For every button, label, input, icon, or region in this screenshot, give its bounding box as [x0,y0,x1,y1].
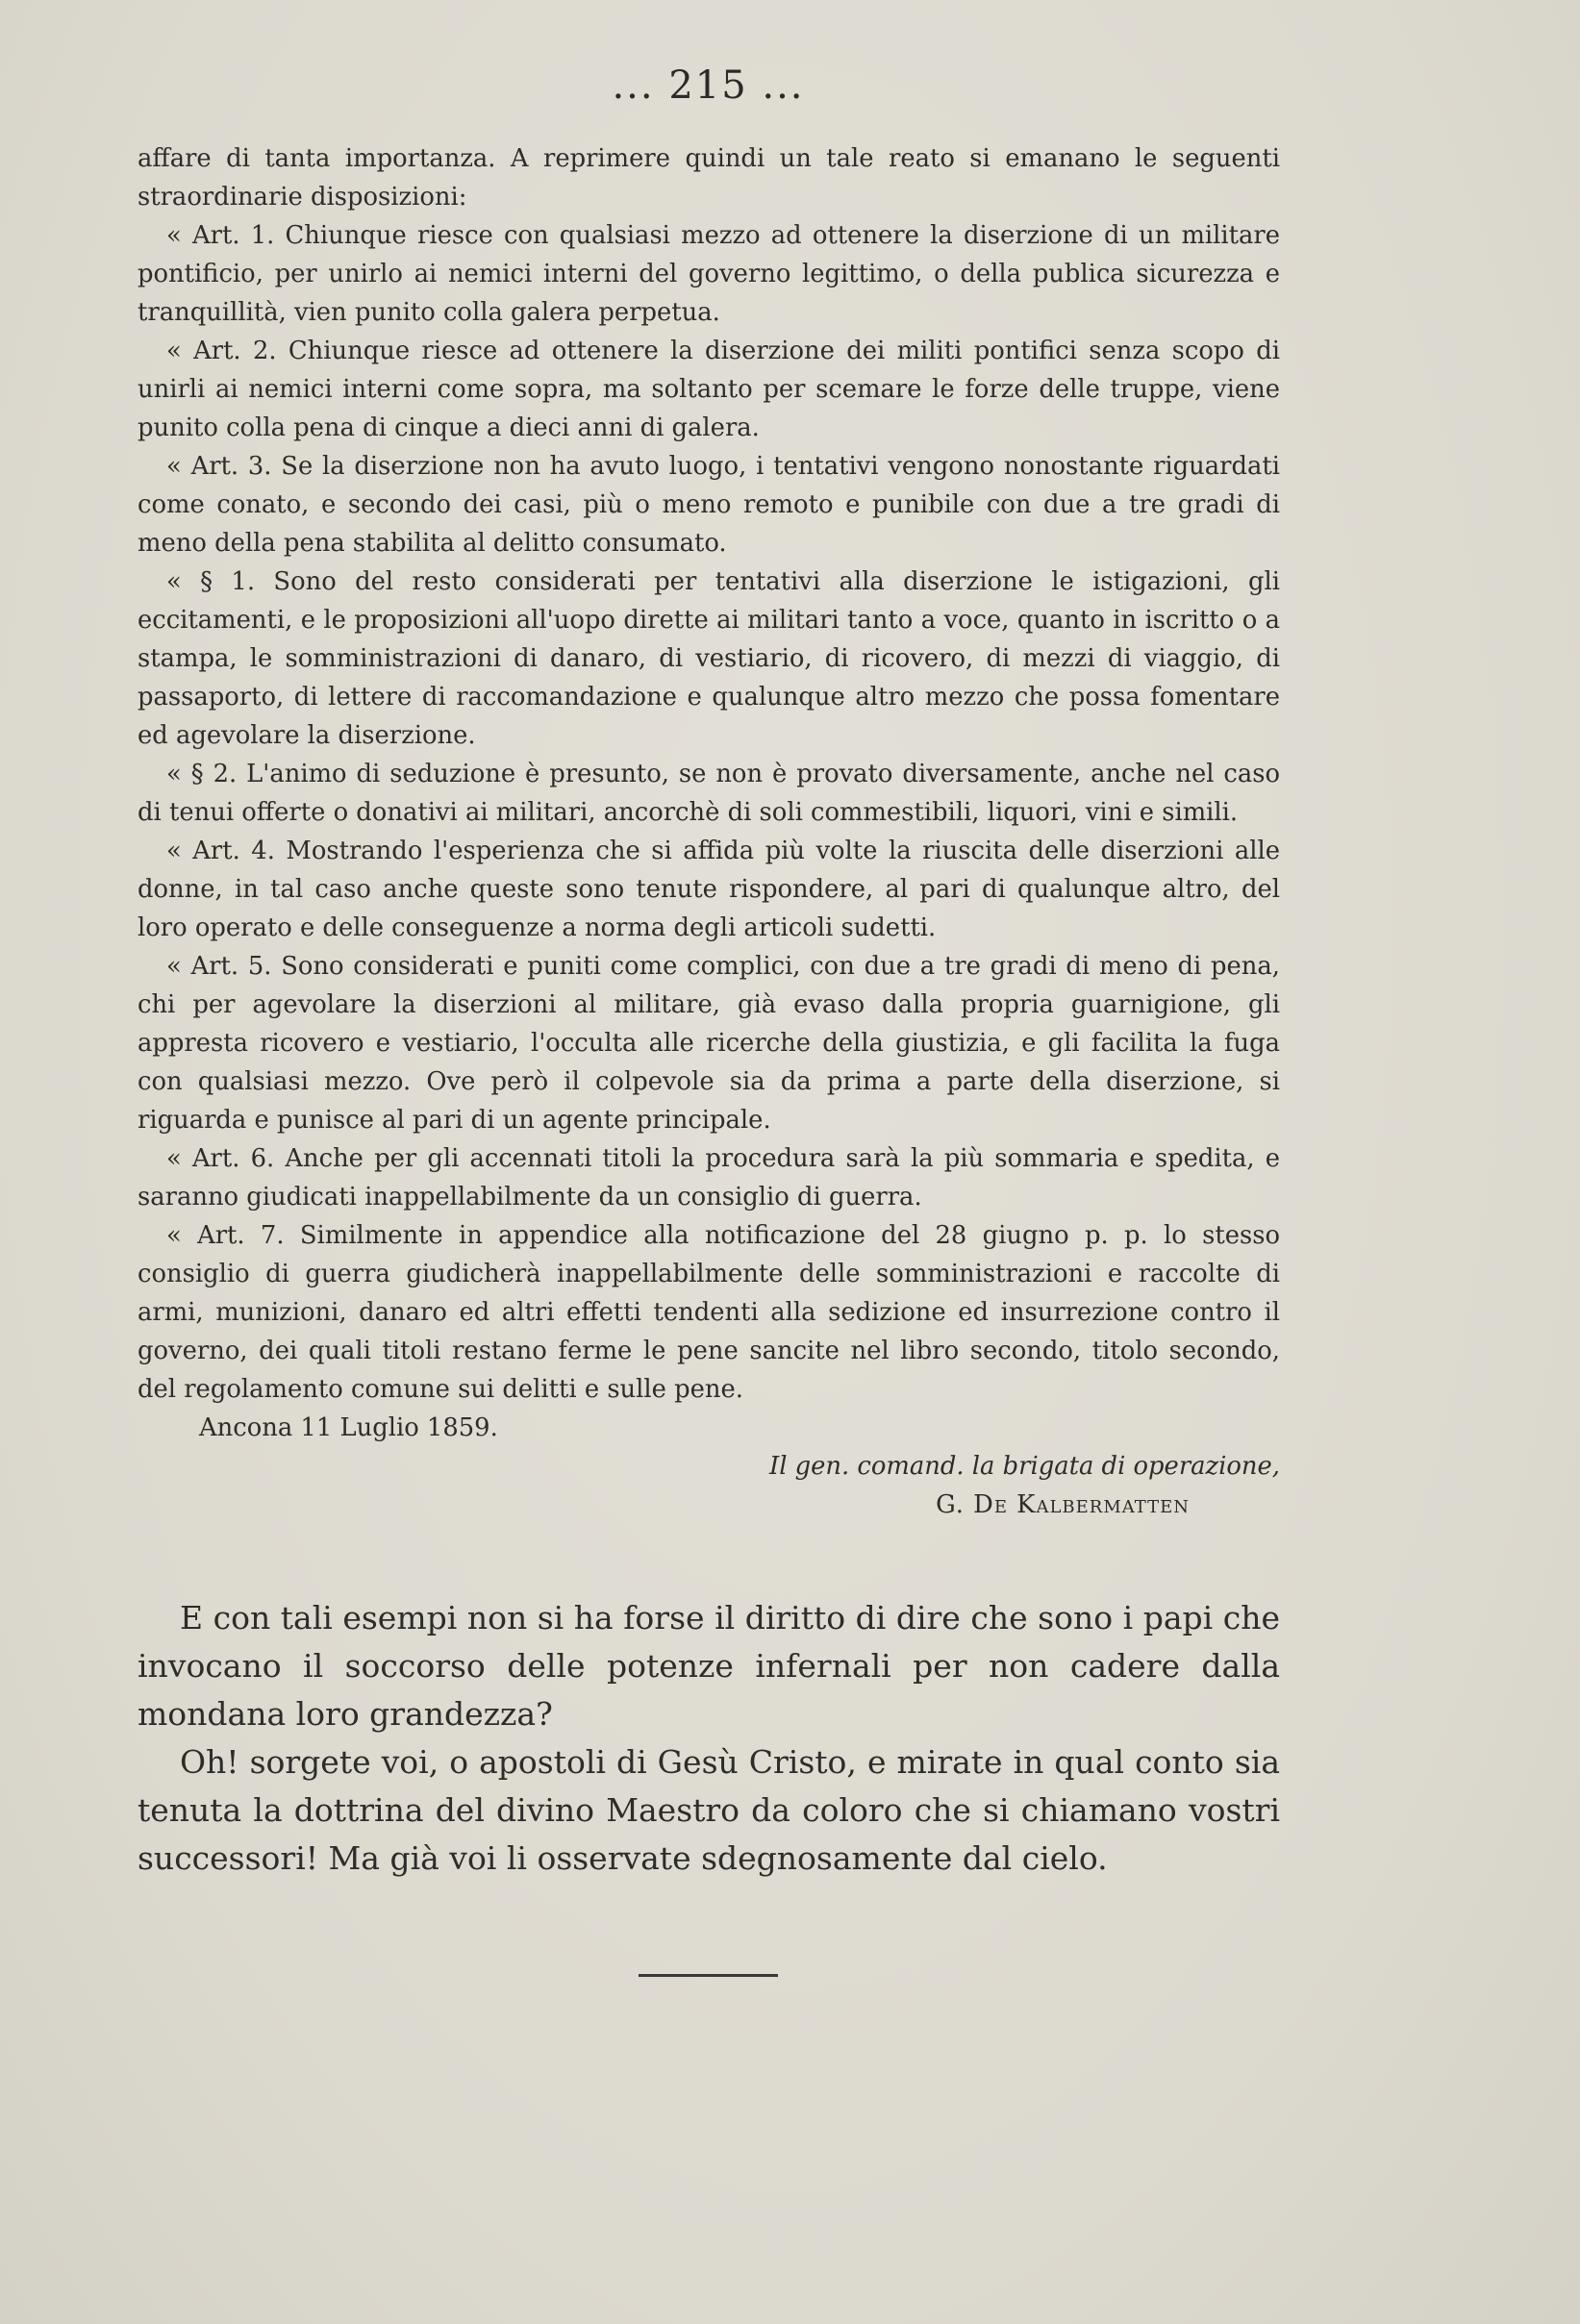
closing-paragraph: E con tali esempi non si ha forse il diritto di dire che sono i papi che invocano il soccorso delle potenze infernali per non cadere dalla mondana loro grandezza? [138,1599,1280,1733]
decree-article-5: « Art. 5. Sono considerati e puniti come complici, con due a tre gradi di meno di pena, chi per agevolare la diserzioni al militare, già evaso dalla propria guarnigione, gli appresta ricovero e vestiario, l'occulta alle ricerche della giustizia, e gli facilita la fuga con qualsiasi mezzo. Ove però il colpevole sia da prima a parte della diserzione, si riguarda e punisce al pari di un agente principale. [138,952,1280,1135]
decree-section-2: « § 2. L'animo di seduzione è presunto, se non è provato diversamente, anche nel caso di tenui offerte o donativi ai militari, ancorchè di soli commestibili, liquori, vini e simili. [138,760,1280,827]
decree-article-3: « Art. 3. Se la diserzione non ha avuto luogo, i tentativi vengono nonostante riguardati come conato, e secondo dei casi, più o meno remoto e punibile con due a tre gradi di meno della pena stabilita al delitto consumato. [138,452,1280,558]
decree-article-6: « Art. 6. Anche per gli accennati titoli la procedura sarà la più sommaria e spedita, e saranno giudicati inappellabilmente da un consiglio di guerra. [138,1144,1280,1212]
decree-article-4: « Art. 4. Mostrando l'esperienza che si affida più volte la riuscita delle diserzioni alle donne, in tal caso anche queste sono tenute rispondere, al pari di qualunque altro, del loro operato e delle conseguenze a norma degli articoli sudetti. [138,837,1280,942]
decree-article-2: « Art. 2. Chiunque riesce ad ottenere la diserzione dei militi pontifici senza scopo di unirli ai nemici interni come sopra, ma soltanto per scemare le forze delle truppe, viene punito colla pena di cinque a dieci anni di galera. [138,337,1280,442]
page-number: ... 215 ... [612,63,805,108]
signature-name: G. De Kalbermatten [936,1490,1190,1519]
decree-section-1: « § 1. Sono del resto considerati per tentativi alla diserzione le istigazioni, gli eccitamenti, e le proposizioni all'uopo dirette ai militari tanto a voce, quanto in iscritto o a stampa, le somministrazioni di danaro, di vestiario, di ricovero, di mezzi di viaggio, di passaporto, di lettere di raccomandazione e qualunque altro mezzo che possa fomentare ed agevolare la diserzione. [138,567,1280,750]
closing-commentary [138,1594,1280,1883]
decree-paragraph-intro: affare di tanta importanza. A reprimere quindi un tale reato si emanano le seguenti straordinarie disposizioni: [138,144,1280,212]
decree-article-1: « Art. 1. Chiunque riesce con qualsiasi mezzo ad ottenere la diserzione di un militare pontificio, per unirlo ai nemici interni del governo legittimo, o della publica sicurezza e tranquillità, vien punito colla galera perpetua. [138,221,1280,327]
closing-paragraph: Oh! sorgete voi, o apostoli di Gesù Cristo, e mirate in qual conto sia tenuta la dottrina del divino Maestro da coloro che si chiamano vostri successori! Ma già voi li osservate sdegnosamente dal cielo. [138,1743,1280,1877]
dateline: Ancona 11 Luglio 1859. [199,1413,498,1442]
decree-article-7: « Art. 7. Similmente in appendice alla notificazione del 28 giugno p. p. lo stesso consiglio di guerra giudicherà inappellabilmente delle somministrazioni e raccolte di armi, munizioni, danaro ed altri effetti tendenti alla sedizione ed insurrezione contro il governo, dei quali titoli restano ferme le pene sancite nel libro secondo, titolo secondo, del regolamento comune sui delitti e sulle pene. [138,1221,1280,1404]
decree-text [138,139,1280,1524]
signature-title: Il gen. comand. la brigata di operazione, [769,1452,1280,1481]
section-divider [639,1974,778,1977]
